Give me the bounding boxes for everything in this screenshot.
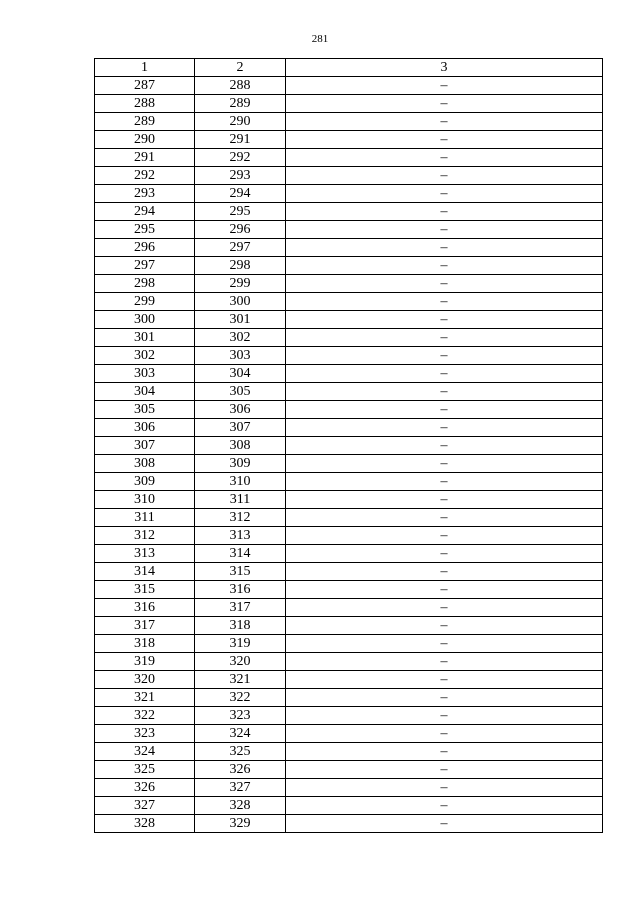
table-row: [95, 545, 603, 563]
table-cell-col-2: 302: [195, 329, 286, 347]
table-row: [95, 509, 603, 527]
table-cell-col-1: 293: [95, 185, 195, 203]
table-row: [95, 347, 603, 365]
table-cell-col-3: –: [286, 545, 603, 563]
table-cell-col-3: –: [286, 311, 603, 329]
table-cell-col-2: 311: [195, 491, 286, 509]
table-cell-col-1: 303: [95, 365, 195, 383]
table-cell-col-3: –: [286, 437, 603, 455]
table-cell-col-1: 323: [95, 725, 195, 743]
table-row: [95, 365, 603, 383]
table-row: [95, 689, 603, 707]
table-cell-col-2: 323: [195, 707, 286, 725]
table-header-row: [95, 59, 603, 77]
table-cell-col-2: 329: [195, 815, 286, 833]
table-cell-col-2: 297: [195, 239, 286, 257]
table-cell-col-3: –: [286, 599, 603, 617]
table-cell-col-1: 318: [95, 635, 195, 653]
table-row: [95, 383, 603, 401]
table-cell-col-1: 308: [95, 455, 195, 473]
table-cell-col-3: –: [286, 113, 603, 131]
table-row: [95, 653, 603, 671]
table-row: [95, 311, 603, 329]
table-cell-col-1: 327: [95, 797, 195, 815]
table-row: [95, 113, 603, 131]
table-cell-col-2: 310: [195, 473, 286, 491]
table-row: [95, 185, 603, 203]
table-cell-col-3: –: [286, 329, 603, 347]
table-cell-col-2: 320: [195, 653, 286, 671]
table-cell-col-3: –: [286, 149, 603, 167]
table-cell-col-3: –: [286, 689, 603, 707]
table-row: [95, 707, 603, 725]
table-cell-col-3: –: [286, 185, 603, 203]
table-cell-col-2: 325: [195, 743, 286, 761]
table-cell-col-3: –: [286, 77, 603, 95]
table-cell-col-1: 292: [95, 167, 195, 185]
table-row: [95, 635, 603, 653]
table-cell-col-3: –: [286, 131, 603, 149]
column-header-1: 1: [95, 59, 195, 77]
table-cell-col-1: 321: [95, 689, 195, 707]
page-number: 281: [311, 33, 329, 45]
table-cell-col-2: 316: [195, 581, 286, 599]
table-cell-col-2: 290: [195, 113, 286, 131]
table-cell-col-2: 305: [195, 383, 286, 401]
table-row: [95, 293, 603, 311]
table-row: [95, 275, 603, 293]
table-cell-col-1: 296: [95, 239, 195, 257]
table-cell-col-2: 288: [195, 77, 286, 95]
table-cell-col-1: 305: [95, 401, 195, 419]
table-row: [95, 149, 603, 167]
table-cell-col-2: 299: [195, 275, 286, 293]
table-row: [95, 77, 603, 95]
table-cell-col-2: 313: [195, 527, 286, 545]
table-cell-col-1: 291: [95, 149, 195, 167]
table-cell-col-1: 299: [95, 293, 195, 311]
table-cell-col-3: –: [286, 653, 603, 671]
table-cell-col-1: 300: [95, 311, 195, 329]
table-cell-col-3: –: [286, 419, 603, 437]
table-cell-col-1: 307: [95, 437, 195, 455]
table-cell-col-2: 319: [195, 635, 286, 653]
table-row: [95, 527, 603, 545]
table-cell-col-3: –: [286, 635, 603, 653]
table-cell-col-2: 327: [195, 779, 286, 797]
table-cell-col-1: 301: [95, 329, 195, 347]
column-header-2: 2: [195, 59, 286, 77]
table-cell-col-1: 306: [95, 419, 195, 437]
table-row: [95, 779, 603, 797]
table-row: [95, 221, 603, 239]
table-cell-col-3: –: [286, 221, 603, 239]
table-cell-col-3: –: [286, 275, 603, 293]
table-cell-col-2: 301: [195, 311, 286, 329]
table-cell-col-3: –: [286, 491, 603, 509]
table-row: [95, 815, 603, 833]
table-cell-col-2: 298: [195, 257, 286, 275]
table-row: [95, 725, 603, 743]
table-cell-col-3: –: [286, 455, 603, 473]
table-cell-col-3: –: [286, 239, 603, 257]
table-cell-col-3: –: [286, 383, 603, 401]
table-cell-col-3: –: [286, 257, 603, 275]
table-cell-col-1: 287: [95, 77, 195, 95]
table-cell-col-2: 296: [195, 221, 286, 239]
table-cell-col-3: –: [286, 617, 603, 635]
table-cell-col-1: 315: [95, 581, 195, 599]
table-row: [95, 203, 603, 221]
table-cell-col-1: 322: [95, 707, 195, 725]
table-cell-col-1: 314: [95, 563, 195, 581]
table-row: [95, 797, 603, 815]
table-cell-col-2: 303: [195, 347, 286, 365]
table-cell-col-1: 320: [95, 671, 195, 689]
table-cell-col-1: 316: [95, 599, 195, 617]
table-row: [95, 257, 603, 275]
table-cell-col-1: 311: [95, 509, 195, 527]
table-cell-col-2: 289: [195, 95, 286, 113]
table-row: [95, 455, 603, 473]
table-cell-col-3: –: [286, 797, 603, 815]
table-cell-col-2: 315: [195, 563, 286, 581]
table-cell-col-1: 313: [95, 545, 195, 563]
table-cell-col-3: –: [286, 509, 603, 527]
table-row: [95, 761, 603, 779]
table-row: [95, 581, 603, 599]
table-row: [95, 167, 603, 185]
table-cell-col-1: 324: [95, 743, 195, 761]
table-cell-col-2: 318: [195, 617, 286, 635]
table-cell-col-2: 314: [195, 545, 286, 563]
table-cell-col-3: –: [286, 581, 603, 599]
table-cell-col-1: 295: [95, 221, 195, 239]
table-cell-col-2: 291: [195, 131, 286, 149]
table-cell-col-2: 324: [195, 725, 286, 743]
table-cell-col-2: 304: [195, 365, 286, 383]
table-row: [95, 671, 603, 689]
table-cell-col-3: –: [286, 707, 603, 725]
table-cell-col-2: 294: [195, 185, 286, 203]
table-cell-col-2: 307: [195, 419, 286, 437]
table-cell-col-2: 292: [195, 149, 286, 167]
table-cell-col-1: 319: [95, 653, 195, 671]
table-cell-col-1: 312: [95, 527, 195, 545]
table-row: [95, 95, 603, 113]
table-cell-col-3: –: [286, 563, 603, 581]
table-cell-col-3: –: [286, 725, 603, 743]
table-cell-col-1: 325: [95, 761, 195, 779]
table-row: [95, 743, 603, 761]
table-cell-col-2: 308: [195, 437, 286, 455]
column-header-3: 3: [286, 59, 603, 77]
table-row: [95, 401, 603, 419]
table-cell-col-2: 300: [195, 293, 286, 311]
table-row: [95, 239, 603, 257]
table-cell-col-1: 294: [95, 203, 195, 221]
table-cell-col-1: 289: [95, 113, 195, 131]
table-cell-col-2: 326: [195, 761, 286, 779]
table-cell-col-3: –: [286, 671, 603, 689]
table-cell-col-3: –: [286, 815, 603, 833]
table-row: [95, 437, 603, 455]
table-cell-col-3: –: [286, 95, 603, 113]
table-cell-col-1: 297: [95, 257, 195, 275]
table-cell-col-2: 322: [195, 689, 286, 707]
table-cell-col-1: 328: [95, 815, 195, 833]
table-row: [95, 599, 603, 617]
table-cell-col-3: –: [286, 203, 603, 221]
table-cell-col-3: –: [286, 365, 603, 383]
table-cell-col-3: –: [286, 293, 603, 311]
table-row: [95, 617, 603, 635]
table-row: [95, 329, 603, 347]
table-cell-col-2: 306: [195, 401, 286, 419]
table-cell-col-1: 298: [95, 275, 195, 293]
table-body: [95, 77, 603, 833]
table-cell-col-2: 309: [195, 455, 286, 473]
table-cell-col-2: 321: [195, 671, 286, 689]
table-cell-col-3: –: [286, 527, 603, 545]
table-cell-col-1: 317: [95, 617, 195, 635]
table-row: [95, 419, 603, 437]
table-row: [95, 491, 603, 509]
table-cell-col-3: –: [286, 743, 603, 761]
table-cell-col-3: –: [286, 167, 603, 185]
table-cell-col-3: –: [286, 473, 603, 491]
table-row: [95, 563, 603, 581]
table-cell-col-3: –: [286, 401, 603, 419]
table-row: [95, 473, 603, 491]
table-cell-col-1: 326: [95, 779, 195, 797]
table-cell-col-1: 310: [95, 491, 195, 509]
table-cell-col-2: 328: [195, 797, 286, 815]
table-cell-col-1: 290: [95, 131, 195, 149]
table-cell-col-3: –: [286, 761, 603, 779]
table-cell-col-3: –: [286, 347, 603, 365]
table-cell-col-2: 293: [195, 167, 286, 185]
table-cell-col-1: 302: [95, 347, 195, 365]
table-cell-col-2: 317: [195, 599, 286, 617]
table-row: [95, 131, 603, 149]
table-cell-col-1: 309: [95, 473, 195, 491]
data-table: [94, 58, 603, 833]
table-cell-col-2: 295: [195, 203, 286, 221]
table-cell-col-1: 288: [95, 95, 195, 113]
table-cell-col-2: 312: [195, 509, 286, 527]
table-cell-col-1: 304: [95, 383, 195, 401]
table-cell-col-3: –: [286, 779, 603, 797]
